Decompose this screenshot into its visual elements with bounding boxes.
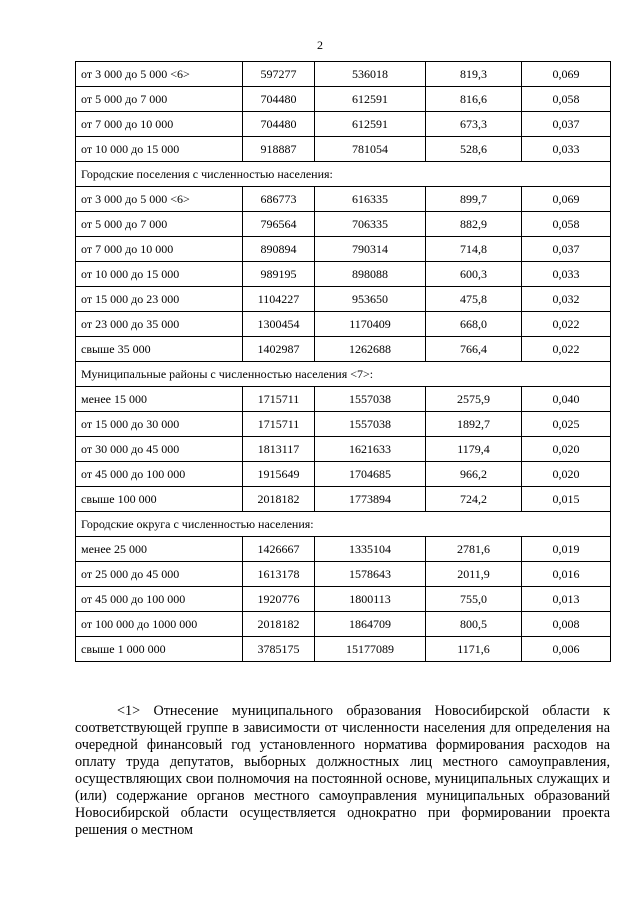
table-row (76, 462, 611, 487)
table-row (76, 612, 611, 637)
table-row (76, 237, 611, 262)
coefficient-cell: 0,022 (522, 312, 611, 337)
table-row (76, 287, 611, 312)
coefficient-cell: 0,037 (522, 112, 611, 137)
coefficient-cell: 0,037 (522, 237, 611, 262)
value-1-cell: 704480 (243, 87, 315, 112)
value-1-cell: 2018182 (243, 487, 315, 512)
population-range-cell: от 3 000 до 5 000 <6> (76, 62, 243, 87)
value-3-cell: 668,0 (426, 312, 522, 337)
population-range-cell: от 30 000 до 45 000 (76, 437, 243, 462)
group-label: Муниципальные районы с численностью населения <7>: (76, 362, 611, 387)
value-2-cell: 536018 (315, 62, 426, 87)
allocation-table (75, 61, 611, 662)
population-range-cell: от 45 000 до 100 000 (76, 462, 243, 487)
coefficient-cell: 0,032 (522, 287, 611, 312)
value-3-cell: 673,3 (426, 112, 522, 137)
value-1-cell: 1426667 (243, 537, 315, 562)
table-row (76, 337, 611, 362)
population-range-cell: свыше 35 000 (76, 337, 243, 362)
table-row (76, 62, 611, 87)
group-header-row (76, 162, 611, 187)
value-1-cell: 597277 (243, 62, 315, 87)
value-1-cell: 2018182 (243, 612, 315, 637)
value-2-cell: 616335 (315, 187, 426, 212)
population-range-cell: от 10 000 до 15 000 (76, 262, 243, 287)
value-2-cell: 1578643 (315, 562, 426, 587)
value-1-cell: 1715711 (243, 387, 315, 412)
table-body (76, 62, 611, 662)
population-range-cell: от 3 000 до 5 000 <6> (76, 187, 243, 212)
value-3-cell: 1171,6 (426, 637, 522, 662)
coefficient-cell: 0,033 (522, 262, 611, 287)
group-header-row (76, 362, 611, 387)
value-2-cell: 706335 (315, 212, 426, 237)
value-3-cell: 2011,9 (426, 562, 522, 587)
value-1-cell: 1613178 (243, 562, 315, 587)
value-3-cell: 2575,9 (426, 387, 522, 412)
value-2-cell: 1704685 (315, 462, 426, 487)
table-row (76, 187, 611, 212)
coefficient-cell: 0,040 (522, 387, 611, 412)
coefficient-cell: 0,015 (522, 487, 611, 512)
coefficient-cell: 0,058 (522, 87, 611, 112)
coefficient-cell: 0,016 (522, 562, 611, 587)
table-row (76, 562, 611, 587)
value-3-cell: 816,6 (426, 87, 522, 112)
population-range-cell: от 25 000 до 45 000 (76, 562, 243, 587)
coefficient-cell: 0,019 (522, 537, 611, 562)
coefficient-cell: 0,008 (522, 612, 611, 637)
table-row (76, 137, 611, 162)
population-range-cell: от 10 000 до 15 000 (76, 137, 243, 162)
value-2-cell: 790314 (315, 237, 426, 262)
coefficient-cell: 0,013 (522, 587, 611, 612)
table-row (76, 387, 611, 412)
coefficient-cell: 0,025 (522, 412, 611, 437)
value-1-cell: 1300454 (243, 312, 315, 337)
population-range-cell: от 5 000 до 7 000 (76, 212, 243, 237)
coefficient-cell: 0,020 (522, 462, 611, 487)
coefficient-cell: 0,058 (522, 212, 611, 237)
value-3-cell: 800,5 (426, 612, 522, 637)
value-2-cell: 15177089 (315, 637, 426, 662)
value-1-cell: 686773 (243, 187, 315, 212)
value-1-cell: 3785175 (243, 637, 315, 662)
table-row (76, 437, 611, 462)
table-row (76, 487, 611, 512)
group-header-row (76, 512, 611, 537)
value-1-cell: 796564 (243, 212, 315, 237)
value-1-cell: 890894 (243, 237, 315, 262)
group-label: Городские поселения с численностью населения: (76, 162, 611, 187)
table-row (76, 537, 611, 562)
table-row (76, 637, 611, 662)
population-range-cell: от 45 000 до 100 000 (76, 587, 243, 612)
coefficient-cell: 0,006 (522, 637, 611, 662)
coefficient-cell: 0,069 (522, 62, 611, 87)
value-2-cell: 781054 (315, 137, 426, 162)
population-range-cell: от 7 000 до 10 000 (76, 112, 243, 137)
value-3-cell: 724,2 (426, 487, 522, 512)
population-range-cell: от 7 000 до 10 000 (76, 237, 243, 262)
value-3-cell: 899,7 (426, 187, 522, 212)
value-3-cell: 1179,4 (426, 437, 522, 462)
value-2-cell: 953650 (315, 287, 426, 312)
coefficient-cell: 0,022 (522, 337, 611, 362)
value-2-cell: 1557038 (315, 387, 426, 412)
population-range-cell: от 15 000 до 23 000 (76, 287, 243, 312)
page-number: 2 (317, 38, 323, 52)
value-3-cell: 1892,7 (426, 412, 522, 437)
population-range-cell: менее 25 000 (76, 537, 243, 562)
value-3-cell: 766,4 (426, 337, 522, 362)
value-2-cell: 1800113 (315, 587, 426, 612)
table-row (76, 587, 611, 612)
table-row (76, 112, 611, 137)
population-range-cell: менее 15 000 (76, 387, 243, 412)
value-2-cell: 1335104 (315, 537, 426, 562)
value-3-cell: 714,8 (426, 237, 522, 262)
population-range-cell: от 100 000 до 1000 000 (76, 612, 243, 637)
value-1-cell: 1920776 (243, 587, 315, 612)
value-2-cell: 1557038 (315, 412, 426, 437)
population-range-cell: от 15 000 до 30 000 (76, 412, 243, 437)
value-2-cell: 1621633 (315, 437, 426, 462)
value-2-cell: 1170409 (315, 312, 426, 337)
value-3-cell: 528,6 (426, 137, 522, 162)
value-3-cell: 2781,6 (426, 537, 522, 562)
coefficient-cell: 0,069 (522, 187, 611, 212)
value-3-cell: 755,0 (426, 587, 522, 612)
value-2-cell: 1773894 (315, 487, 426, 512)
value-1-cell: 989195 (243, 262, 315, 287)
value-2-cell: 612591 (315, 112, 426, 137)
value-1-cell: 704480 (243, 112, 315, 137)
table-row (76, 262, 611, 287)
value-2-cell: 1262688 (315, 337, 426, 362)
coefficient-cell: 0,033 (522, 137, 611, 162)
value-3-cell: 966,2 (426, 462, 522, 487)
population-range-cell: свыше 100 000 (76, 487, 243, 512)
coefficient-cell: 0,020 (522, 437, 611, 462)
table-row (76, 212, 611, 237)
population-range-cell: от 23 000 до 35 000 (76, 312, 243, 337)
value-2-cell: 1864709 (315, 612, 426, 637)
value-2-cell: 612591 (315, 87, 426, 112)
population-range-cell: от 5 000 до 7 000 (76, 87, 243, 112)
value-3-cell: 882,9 (426, 212, 522, 237)
value-1-cell: 1104227 (243, 287, 315, 312)
value-1-cell: 1715711 (243, 412, 315, 437)
value-1-cell: 1813117 (243, 437, 315, 462)
table-row (76, 412, 611, 437)
footnote (75, 703, 610, 839)
value-1-cell: 1402987 (243, 337, 315, 362)
footnote-text: <1> Отнесение муниципального образования Новосибирской области к соответствующей группе в зависимости от численности населения для определения на очередной финансовый год установленного норматива формирования расходов на оплату труда депутатов, выборных должностных лиц местного самоуправления, осуществляющих свои полномочия на постоянной основе, муниципальных служащих и (или) содержание органов местного самоуправления муниципальных образований Новосибирской области осуществляется однократно при формировании проекта решения о местном (75, 703, 610, 838)
population-range-cell: свыше 1 000 000 (76, 637, 243, 662)
value-3-cell: 600,3 (426, 262, 522, 287)
table-row (76, 87, 611, 112)
value-1-cell: 1915649 (243, 462, 315, 487)
table-row (76, 312, 611, 337)
value-3-cell: 819,3 (426, 62, 522, 87)
value-2-cell: 898088 (315, 262, 426, 287)
value-3-cell: 475,8 (426, 287, 522, 312)
group-label: Городские округа с численностью населения: (76, 512, 611, 537)
value-1-cell: 918887 (243, 137, 315, 162)
